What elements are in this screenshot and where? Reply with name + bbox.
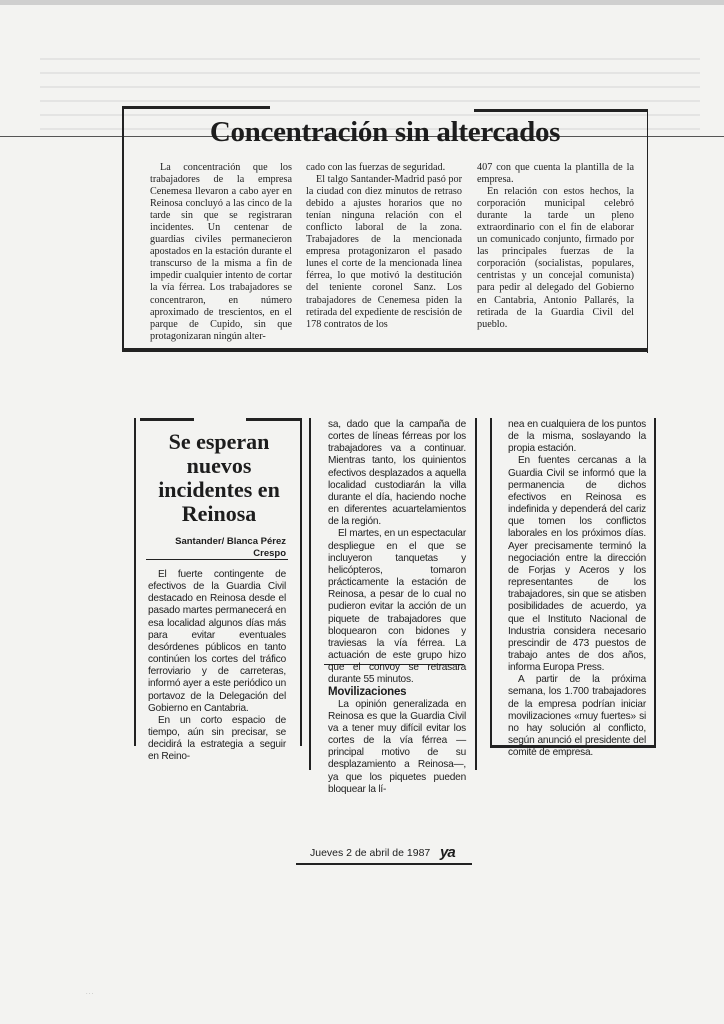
article-headline: Concentración sin altercados — [209, 116, 561, 148]
paragraph: El martes, en un espectacular despliegue en el que se incluyeron tanquetas y helicópteros, tomaron prácticamente la estación de Reinosa, a pesar de lo cual no pudieron evitar la acción de un piquete de trabajadores que bloquearon con bidones y traviesas la vía férrea. La actuación de este grupo hizo que el convoy se retrasara durante 55 minutos. — [328, 528, 466, 686]
article1-column-1 — [150, 162, 292, 343]
publication-date: Jueves 2 de abril de 1987 — [310, 847, 431, 859]
paragraph: nea en cualquiera de los puntos de la misma, soslayando la propia estación. — [508, 419, 646, 455]
column-rule — [300, 418, 302, 746]
column-rule — [654, 418, 656, 748]
subheading: Movilizaciones — [328, 686, 407, 699]
article-headline: Se esperan nuevos incidentes en Reinosa — [158, 429, 280, 526]
newspaper-logo: ya — [440, 844, 455, 861]
paragraph: En relación con estos hechos, la corporación municipal celebró durante la tarde un pleno extraordinario con el fin de elaborar un comunicado conjunto, firmado por las principales fuerzas de la corporación (socialistas, populares, centristas y un concejal comunista) para pedir al delegado del Gobierno en Cantabria, Antonio Pallarés, la retirada de la Guardia Civil del pueblo. — [477, 186, 634, 330]
bottom-rule — [122, 348, 648, 352]
article2-column-2 — [328, 419, 466, 796]
paragraph: La concentración que los trabajadores de la empresa Cenemesa llevaron a cabo ayer en Reinosa concluyó a las cinco de la tarde sin que se registraran incidentes. Un centenar de guardias civiles permanecieron apostados en la estación durante el transcurso de la misma a fin de impedir cualquier intento de cortar la vía férrea. Los trabajadores se concentraron, en número aproximado de trescientos, en el parque de Cupido, sin que protagonizaran ningún alter- — [150, 162, 292, 342]
paragraph: En un corto espacio de tiempo, aún sin precisar, se decidirá la estrategia a seguir en Reino- — [148, 714, 286, 763]
column-rule — [475, 418, 477, 770]
page-footer — [296, 844, 472, 866]
scan-specks: · · · — [86, 992, 94, 997]
page-top-edge — [0, 0, 724, 5]
paragraph: La opinión generalizada en Reinosa es que la Guardia Civil va a tener muy difícil evitar los cortes de la vía férrea —principal motivo de su desplazamiento a Reinosa—, ya que los piquetes pueden bloquear la lí- — [328, 698, 466, 795]
article1-column-3 — [477, 162, 634, 331]
column-rule — [490, 418, 492, 748]
paragraph: sa, dado que la campaña de cortes de líneas férreas por los trabajadores va a continuar. Mientras tanto, los quinientos efectivos desplazados a aquella localidad custodiarán la villa durante el día, haciendo noche en diferentes acuartelamientos de la región. — [328, 419, 466, 528]
article1-column-2 — [306, 162, 462, 331]
top-rule-left — [122, 106, 270, 109]
article-nuevos-incidentes — [134, 416, 658, 795]
article2-column-3 — [508, 419, 646, 759]
top-rule — [246, 418, 302, 421]
column-rule — [309, 418, 311, 770]
paragraph: En fuentes cercanas a la Guardia Civil se informó que la permanencia de dichos efectivos en Reinosa es indefinida y dependerá del cariz que tomen los conflictos laborales en los próximos días. Ayer precisamente terminó la negociación entre la dirección de Forjas y Aceros y los representantes de los trabajadores, sin que se atisben posibilidades de acuerdo, ya que el Instituto Nacional de Industria considera necesario prescindir de 473 puestos de trabajo antes de dos años, informa Europa Press. — [508, 455, 646, 674]
paragraph: El talgo Santander-Madrid pasó por la ciudad con diez minutos de retraso debido a ajustes horarios que no tenían ninguna relación con el conflicto laboral de la zona. Trabajadores de la mencionada empresa protagonizaron el pasado lunes el corte de la mencionada línea férrea, lo que motivó la destitución del teniente coronel Sanz. Los trabajadores de Cenemesa piden la retirada del expediente de rescisión de 178 contratos de los — [306, 174, 462, 330]
byline: Santander/ Blanca Pérez Crespo — [175, 536, 286, 559]
article2-column-1 — [148, 569, 286, 764]
footer-rule — [296, 863, 472, 865]
paragraph: 407 con que cuenta la plantilla de la empresa. — [477, 162, 634, 186]
top-rule-right — [474, 109, 648, 112]
top-rule — [140, 418, 194, 421]
paragraph: El fuerte contingente de efectivos de la Guardia Civil destacado en Reinosa desde el pasado martes permanecerá en esa localidad algunos días más para evitar eventuales desórdenes públicos en tanto continúen los cortes del tráfico ferroviario y de carreteras, informó ayer a este periódico un portavoz de la Delegación del Gobierno en Cantabria. — [148, 569, 286, 714]
article-concentracion — [122, 106, 648, 354]
column-rule — [134, 418, 136, 746]
paragraph: cado con las fuerzas de seguridad. — [306, 162, 446, 173]
paragraph: A partir de la próxima semana, los 1.700 trabajadores de la empresa podrían iniciar movilizaciones «muy fuertes» si no hay solución al conflicto, según anunció el presidente del comité de empresa. — [508, 674, 646, 759]
